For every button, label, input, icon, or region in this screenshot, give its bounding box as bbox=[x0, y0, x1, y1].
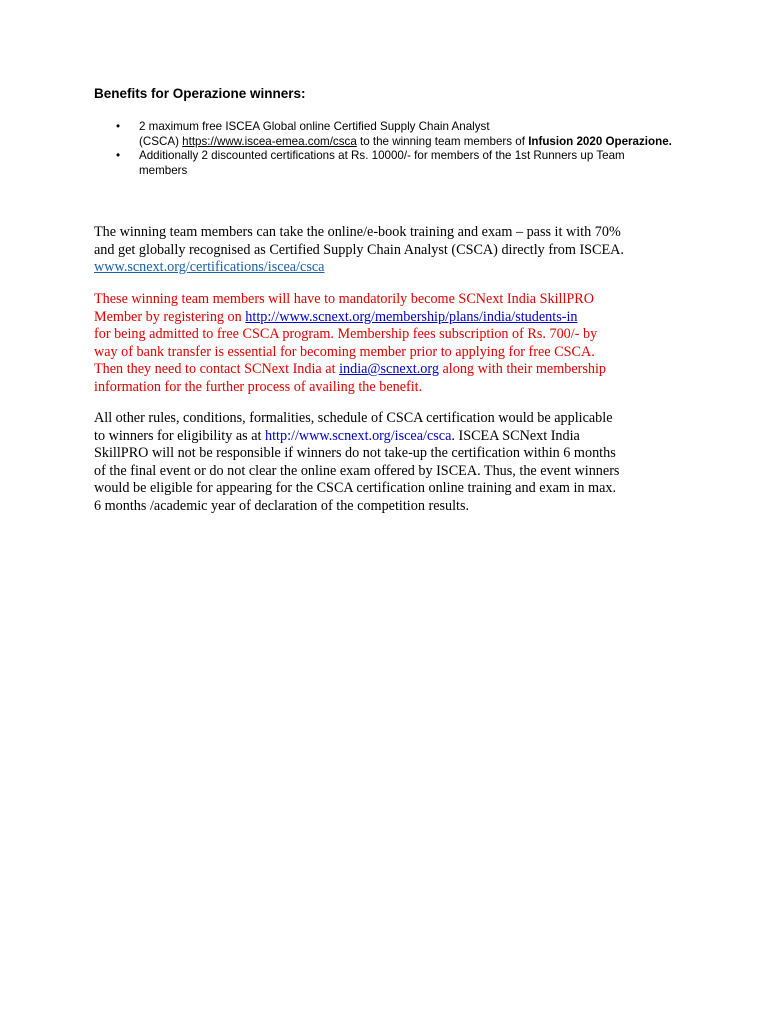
paragraph-training bbox=[94, 224, 694, 277]
paragraph-line: information for the further process of availing the benefit. bbox=[94, 378, 423, 395]
paragraph-line: These winning team members will have to mandatorily become SCNext India SkillPRO bbox=[94, 291, 595, 307]
email-link[interactable]: india@scnext.org bbox=[339, 361, 439, 377]
paragraph-line: SkillPRO will not be responsible if winners do not take-up the certification within 6 months bbox=[94, 445, 616, 461]
paragraph-line: of the final event or do not clear the online exam offered by ISCEA. Thus, the event winners bbox=[94, 462, 620, 479]
paragraph-line: The winning team members can take the online/e-book training and exam – pass it with 70% bbox=[94, 224, 621, 240]
membership-link[interactable]: http://www.scnext.org/membership/plans/india/students-in bbox=[245, 308, 578, 325]
list-item bbox=[94, 149, 674, 178]
paragraph-line: for being admitted to free CSCA program. Membership fees subscription of Rs. 700/- by bbox=[94, 326, 598, 342]
bullet-text: to the winning team members of bbox=[356, 134, 529, 148]
csca-link[interactable]: http://www.scnext.org/iscea/csca bbox=[265, 427, 452, 444]
paragraph-line: way of bank transfer is essential for becoming member prior to applying for free CSCA. bbox=[94, 343, 595, 360]
bullet-text: Additionally 2 discounted certifications at Rs. 10000/- for members of the 1st Runners up Team members bbox=[139, 149, 625, 177]
paragraph-line: to winners for eligibility as at bbox=[94, 427, 266, 444]
bullet-text: 2 maximum free ISCEA Global online Certified Supply Chain Analyst bbox=[139, 120, 490, 133]
section-heading: Benefits for Operazione winners: bbox=[94, 86, 306, 101]
paragraph-line: would be eligible for appearing for the CSCA certification online training and exam in max. bbox=[94, 480, 617, 496]
paragraph-line: Then they need to contact SCNext India at bbox=[94, 361, 340, 377]
paragraph-line: 6 months /academic year of declaration of the competition results. bbox=[94, 497, 470, 514]
benefits-list bbox=[94, 120, 674, 178]
bullet-text: (CSCA) bbox=[139, 134, 183, 148]
bullet-icon: • bbox=[116, 120, 121, 133]
paragraph-line: along with their membership bbox=[438, 361, 607, 377]
paragraph-line: and get globally recognised as Certified Supply Chain Analyst (CSCA) directly from ISCEA. bbox=[94, 241, 624, 258]
paragraph-rules bbox=[94, 410, 694, 515]
paragraph-line: All other rules, conditions, formalities, schedule of CSCA certification would be applicable bbox=[94, 410, 613, 426]
list-item bbox=[94, 120, 674, 149]
paragraph-membership bbox=[94, 291, 694, 396]
paragraph-line: . ISCEA SCNext India bbox=[451, 427, 580, 444]
event-name: Infusion 2020 Operazione. bbox=[528, 134, 672, 148]
certifications-link[interactable]: www.scnext.org/certifications/iscea/csca bbox=[94, 259, 325, 275]
paragraph-line: Member by registering on bbox=[94, 308, 246, 325]
bullet-icon: • bbox=[116, 149, 121, 163]
iscea-emea-link[interactable]: https://www.iscea-emea.com/csca bbox=[182, 134, 357, 148]
